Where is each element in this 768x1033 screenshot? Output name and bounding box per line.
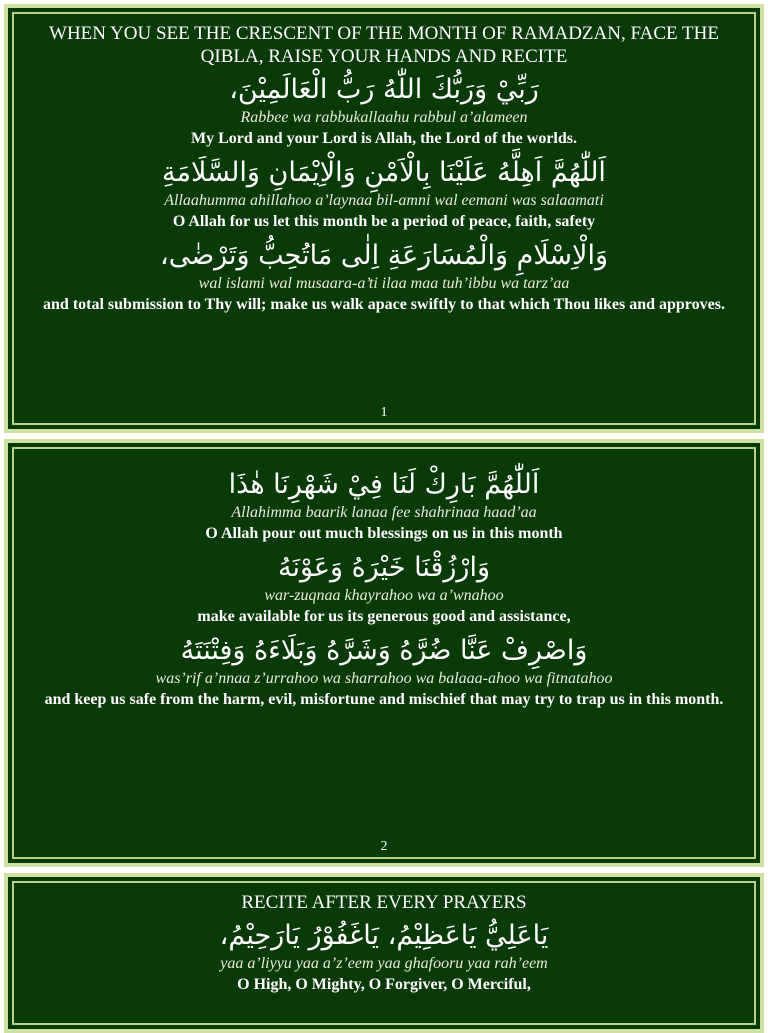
page-3-frame: [12, 881, 756, 1025]
page-2: [4, 439, 764, 867]
page-number: 2: [380, 839, 388, 854]
verse-transliteration: Allaahumma ahillahoo a’laynaa bil-amni wal eemani was salaamati: [164, 192, 604, 209]
page-1-frame: [12, 12, 756, 425]
verse-translation: and keep us safe from the harm, evil, misfortune and mischief that may try to trap us in this month.: [44, 691, 724, 708]
verse-arabic: يَاعَلِيُّ يَاعَظِيْمُ، يَاغَفُوْرُ يَارَحِيْمُ،: [219, 920, 549, 951]
verse-transliteration: was’rif a’nnaa z’urrahoo wa sharrahoo wa balaaa-ahoo wa fitnatahoo: [155, 670, 613, 687]
page-3: [4, 873, 764, 1033]
page-1-background: [8, 8, 760, 429]
page-2-background: [8, 443, 760, 863]
page-1: [4, 4, 764, 433]
verse-translation: O Allah for us let this month be a period of peace, faith, safety: [172, 213, 596, 230]
verse-translation: My Lord and your Lord is Allah, the Lord of the worlds.: [191, 130, 577, 147]
verse-translation: O Allah pour out much blessings on us in this month: [205, 525, 563, 542]
page-2-frame: [12, 447, 756, 859]
verse-arabic: اَللّٰهُمَّ اَهِلَّهُ عَلَيْنَا بِالْاَمْنِ وَالْاِيْمَانِ وَالسَّلَامَةِ: [162, 157, 606, 188]
page-3-heading: RECITE AFTER EVERY PRAYERS: [241, 892, 527, 913]
page-3-background: [8, 877, 760, 1029]
verse-arabic: وَارْزُقْنَا خَيْرَهُ وَعَوْنَهُ: [277, 552, 491, 583]
verse-arabic: اَللّٰهُمَّ بَارِكْ لَنَا فِيْ شَهْرِنَا هٰذَا: [228, 469, 540, 500]
verse-translation: O High, O Mighty, O Forgiver, O Merciful,: [237, 976, 531, 993]
page-1-heading: WHEN YOU SEE THE CRESCENT OF THE MONTH OF RAMADZAN, FACE THE QIBLA, RAISE YOUR HANDS AND RECITE: [49, 23, 719, 67]
verse-arabic: وَاصْرِفْ عَنَّا ضُرَّهُ وَشَرَّهُ وَبَلَاءَهُ وَفِتْنَتَهُ: [180, 635, 588, 666]
verse-transliteration: Allahimma baarik lanaa fee shahrinaa haad’aa: [231, 504, 537, 521]
verse-transliteration: Rabbee wa rabbukallaahu rabbul a’alameen: [240, 109, 528, 126]
verse-transliteration: yaa a’liyyu yaa a’z’eem yaa ghafooru yaa rah’eem: [220, 955, 548, 972]
verse-translation: make available for us its generous good and assistance,: [197, 608, 571, 625]
verse-arabic: وَالْاِسْلَامِ وَالْمُسَارَعَةِ اِلٰى مَاتُحِبُّ وَتَرْضٰى،: [159, 240, 608, 271]
verse-arabic: رَبِّيْ وَرَبُّكَ اللّٰهُ رَبُّ الْعَالَمِيْنَ،: [229, 74, 539, 105]
verse-transliteration: wal islami wal musaara-a’ti ilaa maa tuh’ibbu wa tarz’aa: [198, 275, 570, 292]
page-number: 1: [380, 405, 388, 420]
verse-translation: and total submission to Thy will; make us walk apace swiftly to that which Thou likes and approves.: [43, 296, 725, 313]
verse-transliteration: war-zuqnaa khayrahoo wa a’wnahoo: [264, 587, 504, 604]
